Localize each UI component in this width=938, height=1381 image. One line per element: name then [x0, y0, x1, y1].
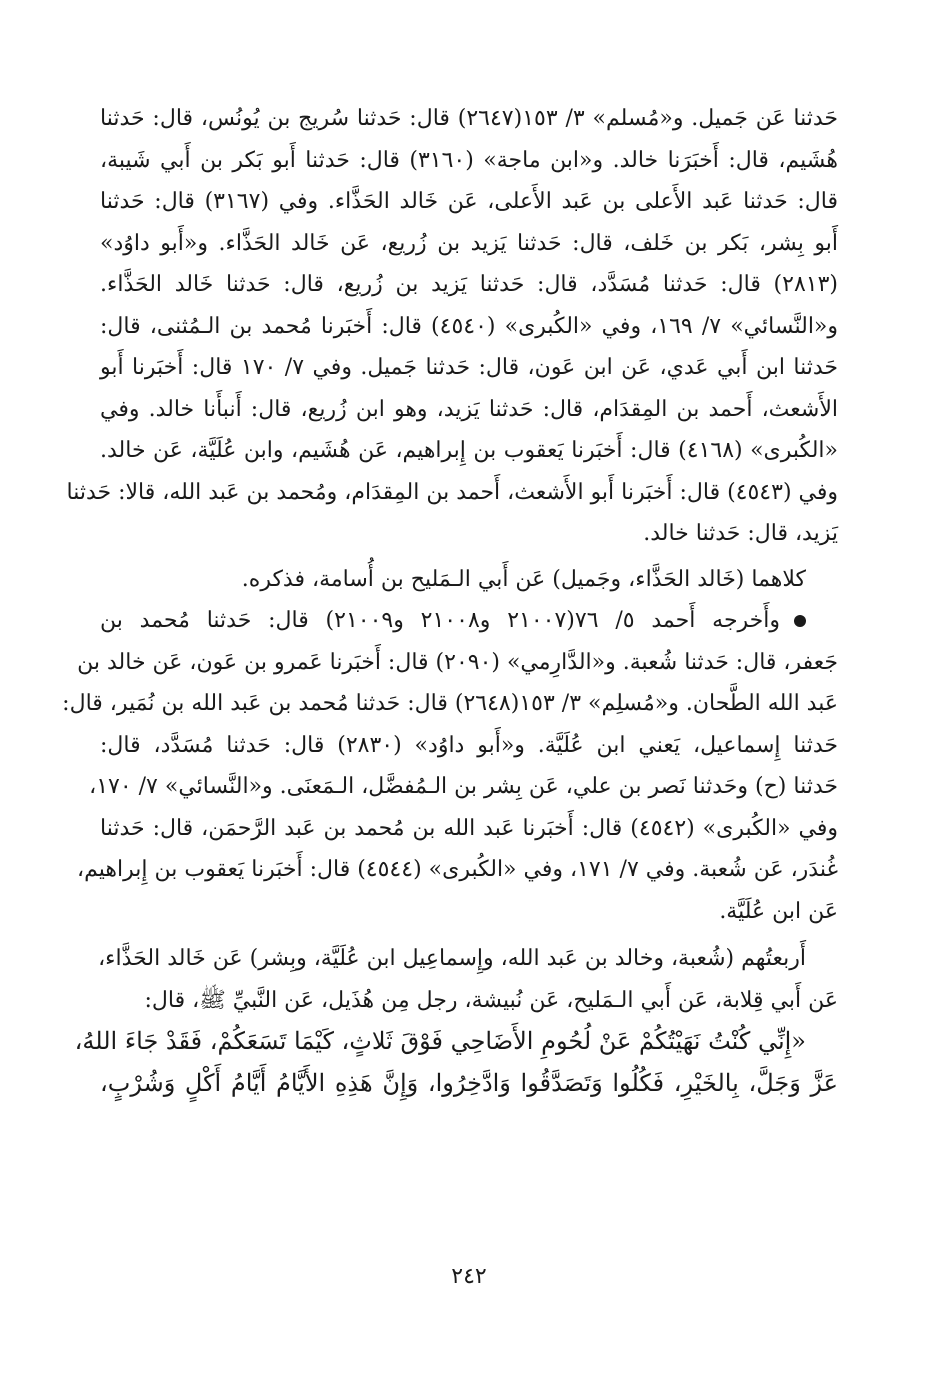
text-line: غُندَر، عَن شُعبة. وفي ٧/ ١٧١، وفي «الكُبرى» (٤٥٤٤) قال: أَخبَرنا يَعقوب بن إِبراهيم، — [77, 857, 838, 882]
text-line: وأَخرجه أَحمد ٥/ ٧٦(٢١٠٠٧ و٢١٠٠٨ و٢١٠٠٩) قال: حَدثنا مُحمد بن — [100, 608, 781, 633]
text-line: أَبو بِشر، بَكر بن خَلف، قال: حَدثنا يَزيد بن زُريع، عَن خَالد الحَذَّاء. و«أَبو داوُد» — [100, 230, 838, 256]
text-line: كلاهما (خَالد الحَذَّاء، وجَميل) عَن أَبي الـمَليح بن أُسامة، فذكره. — [241, 566, 806, 592]
text-line: حَدثنا (ح) وحَدثنا نَصر بن علي، عَن بِشر بن الـمُفضَّل، الـمَعنَى. و«النَّسائي» ٧/ ١٧٠، — [89, 774, 838, 799]
text-line: «الكُبرى» (٤١٦٨) قال: أَخبَرنا يَعقوب بن إِبراهيم، عَن هُشَيم، وابن عُلَيَّة، عَن خالد. — [100, 438, 838, 463]
hadith-text — [74, 1021, 838, 1104]
paragraph-summary-2 — [100, 938, 838, 1021]
text-line: أَربعتُهم (شُعبة، وخالد بن عَبد الله، وإِسماعِيل ابن عُلَيَّة، وبِشر) عَن خَالد الحَذَّاء، — [98, 946, 806, 971]
text-line: حَدثنا إِسماعيل، يَعني ابن عُلَيَّة. و«أَبو داوُد» (٢٨٣٠) قال: حَدثنا مُسَدَّد، قال: — [100, 732, 838, 758]
text-line: عَن ابن عُلَيَّة. — [719, 898, 838, 924]
text-line-with-bullet — [100, 600, 838, 642]
text-line: عَن أَبي قِلابة، عَن أَبي الـمَليح، عَن نُبيشة، رجل مِن هُذَيل، عَن النَّبيِّ ﷺ، قال: — [144, 987, 838, 1013]
hadith-line: عَزَّ وَجَلَّ، بِالخَيْرِ، فَكُلُوا وَتَصَدَّقُوا وَادَّخِرُوا، وَإِنَّ هَذِهِ الأَيَّامُ أَيَّامُ أَكْلٍ وَشُرْبٍ، — [100, 1068, 838, 1097]
text-line: الأَشعث، أَحمد بن المِقدَام، قال: حَدثنا يَزيد، وهو ابن زُريع، قال: أَنبأَنا خالد. وفي — [100, 396, 838, 422]
paragraph-chain-1 — [66, 98, 839, 555]
text-line: و«النَّسائي» ٧/ ١٦٩، وفي «الكُبرى» (٤٥٤٠) قال: أَخبَرنا مُحمد بن الـمُثنى، قال: — [100, 313, 839, 339]
text-line: (٢٨١٣) قال: حَدثنا مُسَدَّد، قال: حَدثنا يَزيد بن زُريع، قال: حَدثنا خَالد الحَذَّاء. — [100, 272, 838, 297]
page-body — [62, 98, 839, 1104]
text-line: يَزيد، قال: حَدثنا خالد. — [643, 521, 838, 546]
hadith-line: «إِنِّي كُنْتُ نَهَيْتُكُمْ عَنْ لُحُومِ الأَضَاحِي فَوْقَ ثَلاثٍ، كَيْمَا تَسَعَكُمْ، فَقَدْ جَاءَ اللهُ، — [74, 1027, 806, 1055]
text-line: عَبد الله الطَّحان. و«مُسلِم» ٣/ ١٥٣(٢٦٤٨) قال: حَدثنا مُحمد بن عَبد الله بن نُمَير، قال: — [62, 691, 838, 716]
text-line: وفي (٤٥٤٣) قال: أَخبَرنا أَبو الأَشعث، أَحمد بن المِقدَام، ومُحمد بن عَبد الله، قالا: حَدثنا — [66, 479, 838, 505]
text-line: حَدثنا عَن جَميل. و«مُسلم» ٣/ ١٥٣(٢٦٤٧) قال: حَدثنا سُريج بن يُونُس، قال: حَدثنا — [100, 106, 839, 131]
paragraph-summary-1 — [100, 559, 838, 601]
text-line: هُشَيم، قال: أَخبَرَنا خالد. و«ابن ماجة» (٣١٦٠) قال: حَدثنا أَبو بَكر بن أَبي شَيبة، — [100, 147, 838, 173]
text-line: جَعفر، قال: حَدثنا شُعبة. و«الدَّارِمي» (٢٠٩٠) قال: أَخبَرنا عَمرو بن عَون، عَن خالد بن — [77, 649, 838, 675]
text-line: حَدثنا ابن أَبي عَدي، عَن ابن عَون، قال: حَدثنا جَميل. وفي ٧/ ١٧٠ قال: أَخبَرنا أَبو — [100, 355, 838, 380]
text-line: قال: حَدثنا عَبد الأَعلى بن عَبد الأَعلى، عَن خَالد الحَذَّاء. وفي (٣١٦٧) قال: حَدثنا — [100, 189, 838, 214]
page-number: ٢٤٢ — [451, 1264, 487, 1289]
bullet-icon — [794, 615, 806, 627]
paragraph-chain-2 — [62, 600, 838, 932]
text-line: وفي «الكُبرى» (٤٥٤٢) قال: أَخبَرنا عَبد الله بن مُحمد بن عَبد الرَّحمَن، قال: حَدثنا — [100, 815, 838, 841]
